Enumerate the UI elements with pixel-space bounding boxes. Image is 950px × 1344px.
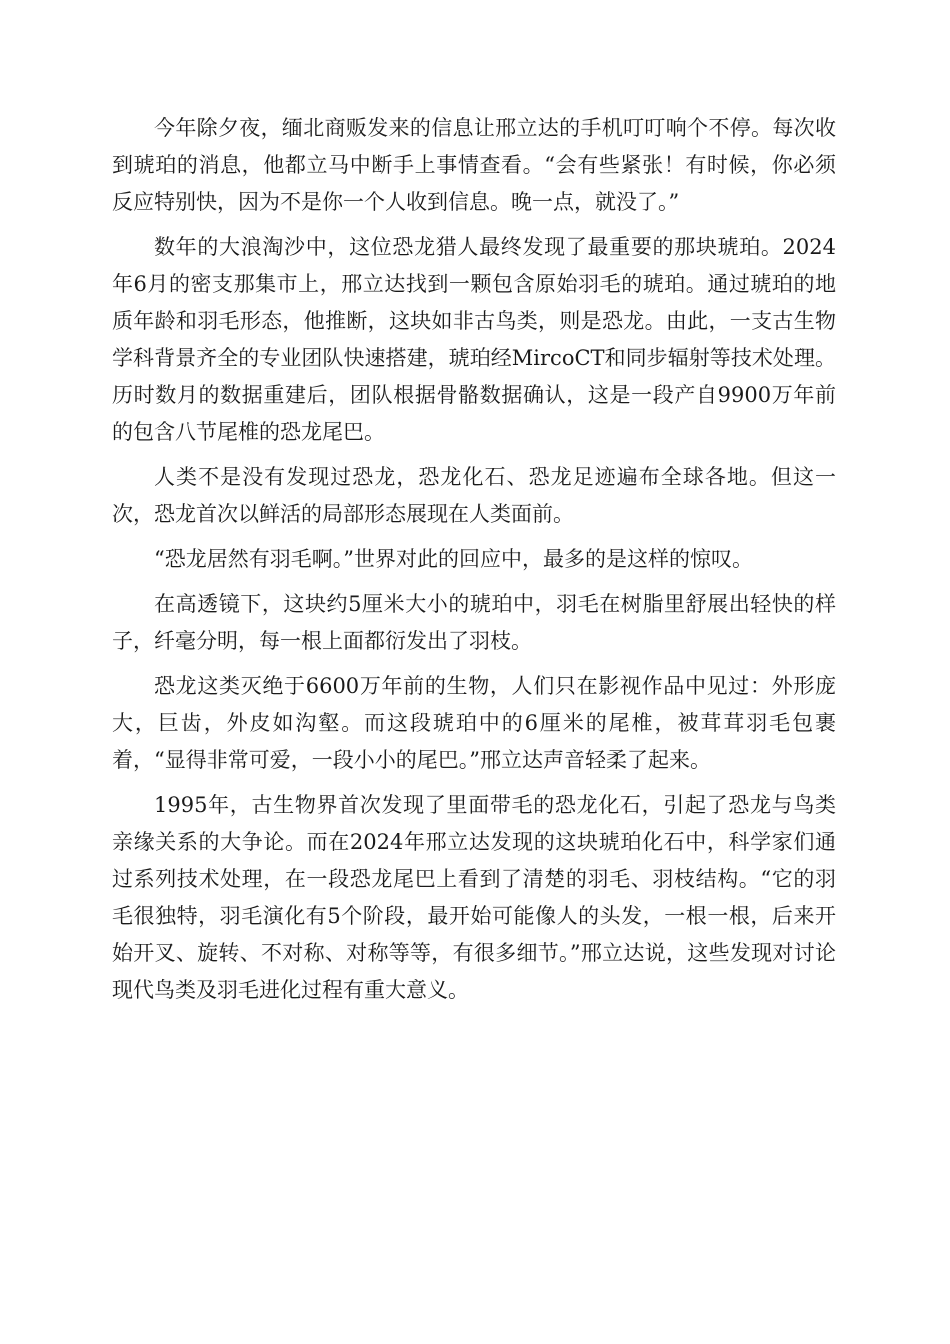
article-body bbox=[112, 110, 836, 1017]
paragraph-6: 恐龙这类灭绝于6600万年前的生物，人们只在影视作品中见过：外形庞大，巨齿，外皮如沟壑。而这段琥珀中的6厘米的尾椎，被茸茸羽毛包裹着，“显得非常可爱，一段小小的尾巴。”邢立达声音轻柔了起来。 bbox=[112, 674, 836, 772]
paragraph-1: 今年除夕夜，缅北商贩发来的信息让邢立达的手机叮叮响个不停。每次收到琥珀的消息，他都立马中断手上事情查看。“会有些紧张！有时候，你必须反应特别快，因为不是你一个人收到信息。晚一点，就没了。” bbox=[112, 116, 836, 214]
paragraph-7: 1995年，古生物界首次发现了里面带毛的恐龙化石，引起了恐龙与鸟类亲缘关系的大争论。而在2024年邢立达发现的这块琥珀化石中，科学家们通过系列技术处理，在一段恐龙尾巴上看到了清楚的羽毛、羽枝结构。“它的羽毛很独特，羽毛演化有5个阶段，最开始可能像人的头发，一根一根，后来开始开叉、旋转、不对称、对称等等，有很多细节。”邢立达说，这些发现对讨论现代鸟类及羽毛进化过程有重大意义。 bbox=[112, 793, 836, 1002]
paragraph-2: 数年的大浪淘沙中，这位恐龙猎人最终发现了最重要的那块琥珀。2024年6月的密支那集市上，邢立达找到一颗包含原始羽毛的琥珀。通过琥珀的地质年龄和羽毛形态，他推断，这块如非古鸟类，则是恐龙。由此，一支古生物学科背景齐全的专业团队快速搭建，琥珀经MircoCT和同步辐射等技术处理。历时数月的数据重建后，团队根据骨骼数据确认，这是一段产自9900万年前的包含八节尾椎的恐龙尾巴。 bbox=[112, 235, 836, 444]
paragraph-5: 在高透镜下，这块约5厘米大小的琥珀中，羽毛在树脂里舒展出轻快的样子，纤毫分明，每一根上面都衍发出了羽枝。 bbox=[112, 592, 836, 653]
paragraph-4: “恐龙居然有羽毛啊。”世界对此的回应中，最多的是这样的惊叹。 bbox=[154, 547, 753, 571]
paragraph-3: 人类不是没有发现过恐龙，恐龙化石、恐龙足迹遍布全球各地。但这一次，恐龙首次以鲜活的局部形态展现在人类面前。 bbox=[112, 465, 836, 526]
